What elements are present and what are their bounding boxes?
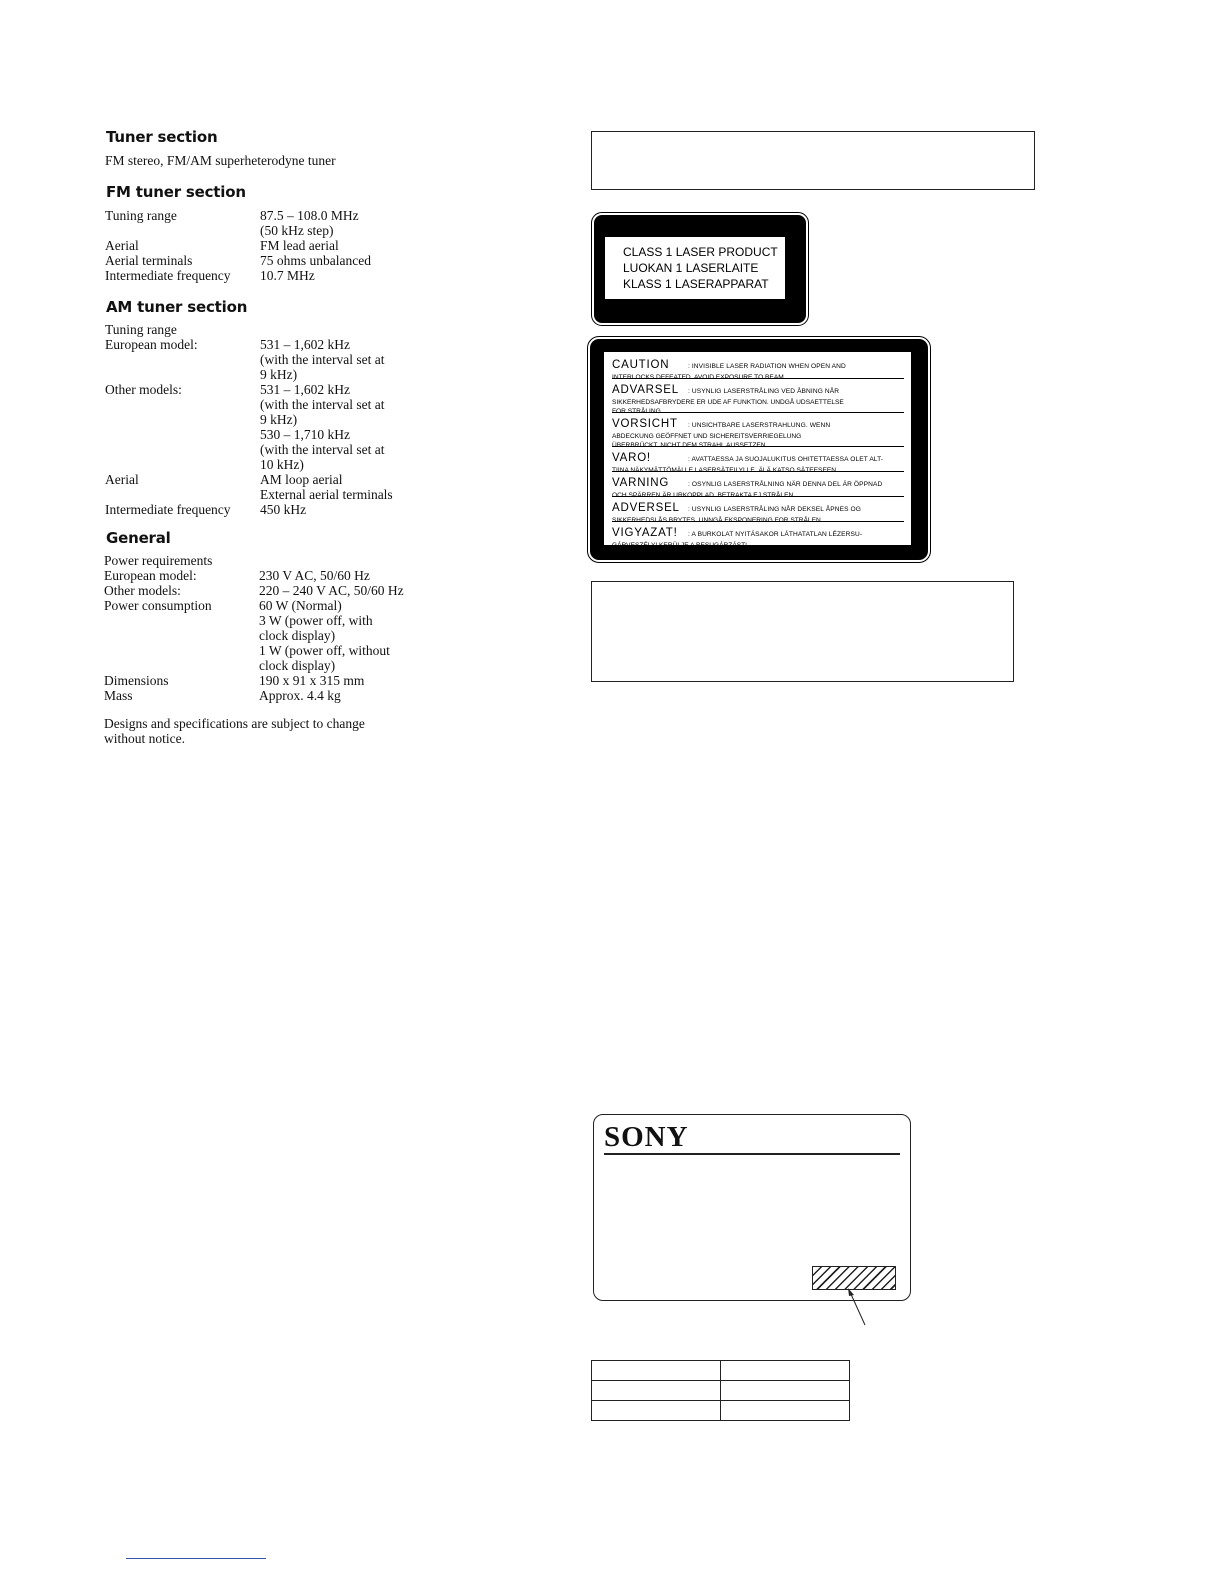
caution-keyword: ADVERSEL xyxy=(612,502,680,514)
caution-text: ABDECKUNG GEÖFFNET UND SICHEREITSVERRIEGELUNG xyxy=(612,433,802,440)
spec-label: Dimensions xyxy=(104,673,169,688)
spec-value: FM lead aerial xyxy=(260,238,339,253)
caution-divider xyxy=(612,412,904,413)
caution-row xyxy=(612,448,904,475)
spec-label: European model: xyxy=(104,568,197,583)
tuner-section-heading: Tuner section xyxy=(106,128,218,146)
tuner-section-desc: FM stereo, FM/AM superheterodyne tuner xyxy=(105,153,336,168)
spec-label: Aerial terminals xyxy=(105,253,193,268)
table-row xyxy=(592,1361,850,1381)
caution-divider xyxy=(612,471,904,472)
footer-rule xyxy=(126,1558,266,1559)
caution-keyword: CAUTION xyxy=(612,359,670,371)
caution-row xyxy=(612,414,904,450)
spec-value: 450 kHz xyxy=(260,502,307,517)
spec-value: clock display) xyxy=(259,658,336,673)
spec-value: (with the interval set at xyxy=(260,352,385,367)
caution-keyword: VARO! xyxy=(612,452,651,464)
spec-value: 1 W (power off, without xyxy=(259,643,390,658)
caution-keyword: VARNING xyxy=(612,477,670,489)
caution-row-line-1 xyxy=(612,380,904,398)
spec-value: (with the interval set at xyxy=(260,397,385,412)
caution-divider xyxy=(612,496,904,497)
spec-value: (50 kHz step) xyxy=(260,223,334,238)
caution-text: SIKKERHEDSAFBRYDERE ER UDE AF FUNKTION. UNDGÅ UDSAETTELSE xyxy=(612,399,844,406)
caution-row-line-1 xyxy=(612,355,904,373)
caution-text: : A BURKOLAT NYITÁSAKOR LÁTHATATLAN LÉZERSU- xyxy=(688,531,863,538)
caution-divider xyxy=(612,521,904,522)
leader-arrow xyxy=(840,1280,880,1330)
blank-notice-box-top xyxy=(591,131,1035,190)
class-label-line-1: CLASS 1 LASER PRODUCT xyxy=(623,245,778,259)
spec-value: 230 V AC, 50/60 Hz xyxy=(259,568,370,583)
spec-label: Power requirements xyxy=(104,553,213,568)
caution-row xyxy=(612,498,904,525)
caution-row xyxy=(612,523,904,550)
spec-value: 530 – 1,710 kHz xyxy=(260,427,350,442)
caution-keyword: ADVARSEL xyxy=(612,384,679,396)
spec-value: Approx. 4.4 kg xyxy=(259,688,341,703)
logo-underline xyxy=(604,1153,900,1155)
caution-text: : USYNLIG LASERSTRÅLING NÅR DEKSEL ÅPNES OG xyxy=(688,506,861,513)
caution-row xyxy=(612,380,904,416)
caution-row-line-1 xyxy=(612,498,904,516)
caution-row-line-1 xyxy=(612,448,904,466)
spec-label: Intermediate frequency xyxy=(105,268,231,283)
caution-keyword: VIGYAZAT! xyxy=(612,527,678,539)
table-cell xyxy=(721,1361,850,1381)
spec-label: Tuning range xyxy=(105,208,177,223)
table-cell xyxy=(721,1381,850,1401)
caution-row-line-1 xyxy=(612,414,904,432)
spec-label: Aerial xyxy=(105,472,139,487)
spec-value: 531 – 1,602 kHz xyxy=(260,382,350,397)
general-section-heading: General xyxy=(106,529,171,547)
spec-value: 10.7 MHz xyxy=(260,268,315,283)
spec-value: 9 kHz) xyxy=(260,412,298,427)
spec-value: 220 – 240 V AC, 50/60 Hz xyxy=(259,583,404,598)
caution-text: : OSYNLIG LASERSTRÅLNING NÄR DENNA DEL ÄR ÖPPNAD xyxy=(688,481,883,488)
spec-label: Other models: xyxy=(104,583,181,598)
sony-logo: SONY xyxy=(604,1121,689,1153)
spec-label: Tuning range xyxy=(105,322,177,337)
spec-value: External aerial terminals xyxy=(260,487,393,502)
caution-divider xyxy=(612,546,904,547)
spec-value: 3 W (power off, with xyxy=(259,613,373,628)
table-row xyxy=(592,1381,850,1401)
caution-text: : INVISIBLE LASER RADIATION WHEN OPEN AND xyxy=(688,363,846,370)
caution-row-line-1 xyxy=(612,473,904,491)
caution-row xyxy=(612,473,904,500)
spec-label: Mass xyxy=(104,688,133,703)
caution-row-line-1 xyxy=(612,523,904,541)
spec-value: 10 kHz) xyxy=(260,457,304,472)
caution-label-inner xyxy=(604,352,911,545)
class-label-line-2: LUOKAN 1 LASERLAITE xyxy=(623,261,759,275)
spec-value: (with the interval set at xyxy=(260,442,385,457)
table-row xyxy=(592,1401,850,1421)
spec-value: 87.5 – 108.0 MHz xyxy=(260,208,359,223)
spec-value: 60 W (Normal) xyxy=(259,598,342,613)
caution-keyword: VORSICHT xyxy=(612,418,678,430)
spec-label: Other models: xyxy=(105,382,182,397)
spec-value: 531 – 1,602 kHz xyxy=(260,337,350,352)
table-cell xyxy=(592,1401,721,1421)
class-label-line-3: KLASS 1 LASERAPPARAT xyxy=(623,277,769,291)
specifications xyxy=(105,128,435,758)
fm-section-heading: FM tuner section xyxy=(106,183,246,201)
laser-caution-label xyxy=(590,339,928,560)
model-number-label xyxy=(593,1114,911,1301)
notice-line-1: Designs and specifications are subject to change xyxy=(104,716,365,731)
spec-value: 75 ohms unbalanced xyxy=(260,253,371,268)
am-section-heading: AM tuner section xyxy=(106,298,248,316)
blank-notice-box-bottom xyxy=(591,581,1014,682)
spec-label: Intermediate frequency xyxy=(105,502,231,517)
caution-row xyxy=(612,355,904,382)
table-cell xyxy=(592,1381,721,1401)
spec-label: Aerial xyxy=(105,238,139,253)
model-table xyxy=(591,1360,850,1421)
class-1-laser-label xyxy=(594,215,806,323)
spec-label: European model: xyxy=(105,337,198,352)
caution-text: : UNSICHTBARE LASERSTRAHLUNG. WENN xyxy=(688,422,831,429)
caution-divider xyxy=(612,446,904,447)
spec-value: AM loop aerial xyxy=(260,472,343,487)
caution-divider xyxy=(612,378,904,379)
spec-value: clock display) xyxy=(259,628,336,643)
class-label-inner xyxy=(605,237,785,299)
caution-text: : AVATTAESSA JA SUOJALUKITUS OHITETTAESSA OLET ALT- xyxy=(688,456,884,463)
spec-value: 190 x 91 x 315 mm xyxy=(259,673,365,688)
table-cell xyxy=(721,1401,850,1421)
table-cell xyxy=(592,1361,721,1381)
spec-value: 9 kHz) xyxy=(260,367,298,382)
spec-label: Power consumption xyxy=(104,598,212,613)
caution-text: : USYNLIG LASERSTRÅLING VED ÅBNING NÅR xyxy=(688,388,840,395)
notice-line-2: without notice. xyxy=(104,731,185,746)
